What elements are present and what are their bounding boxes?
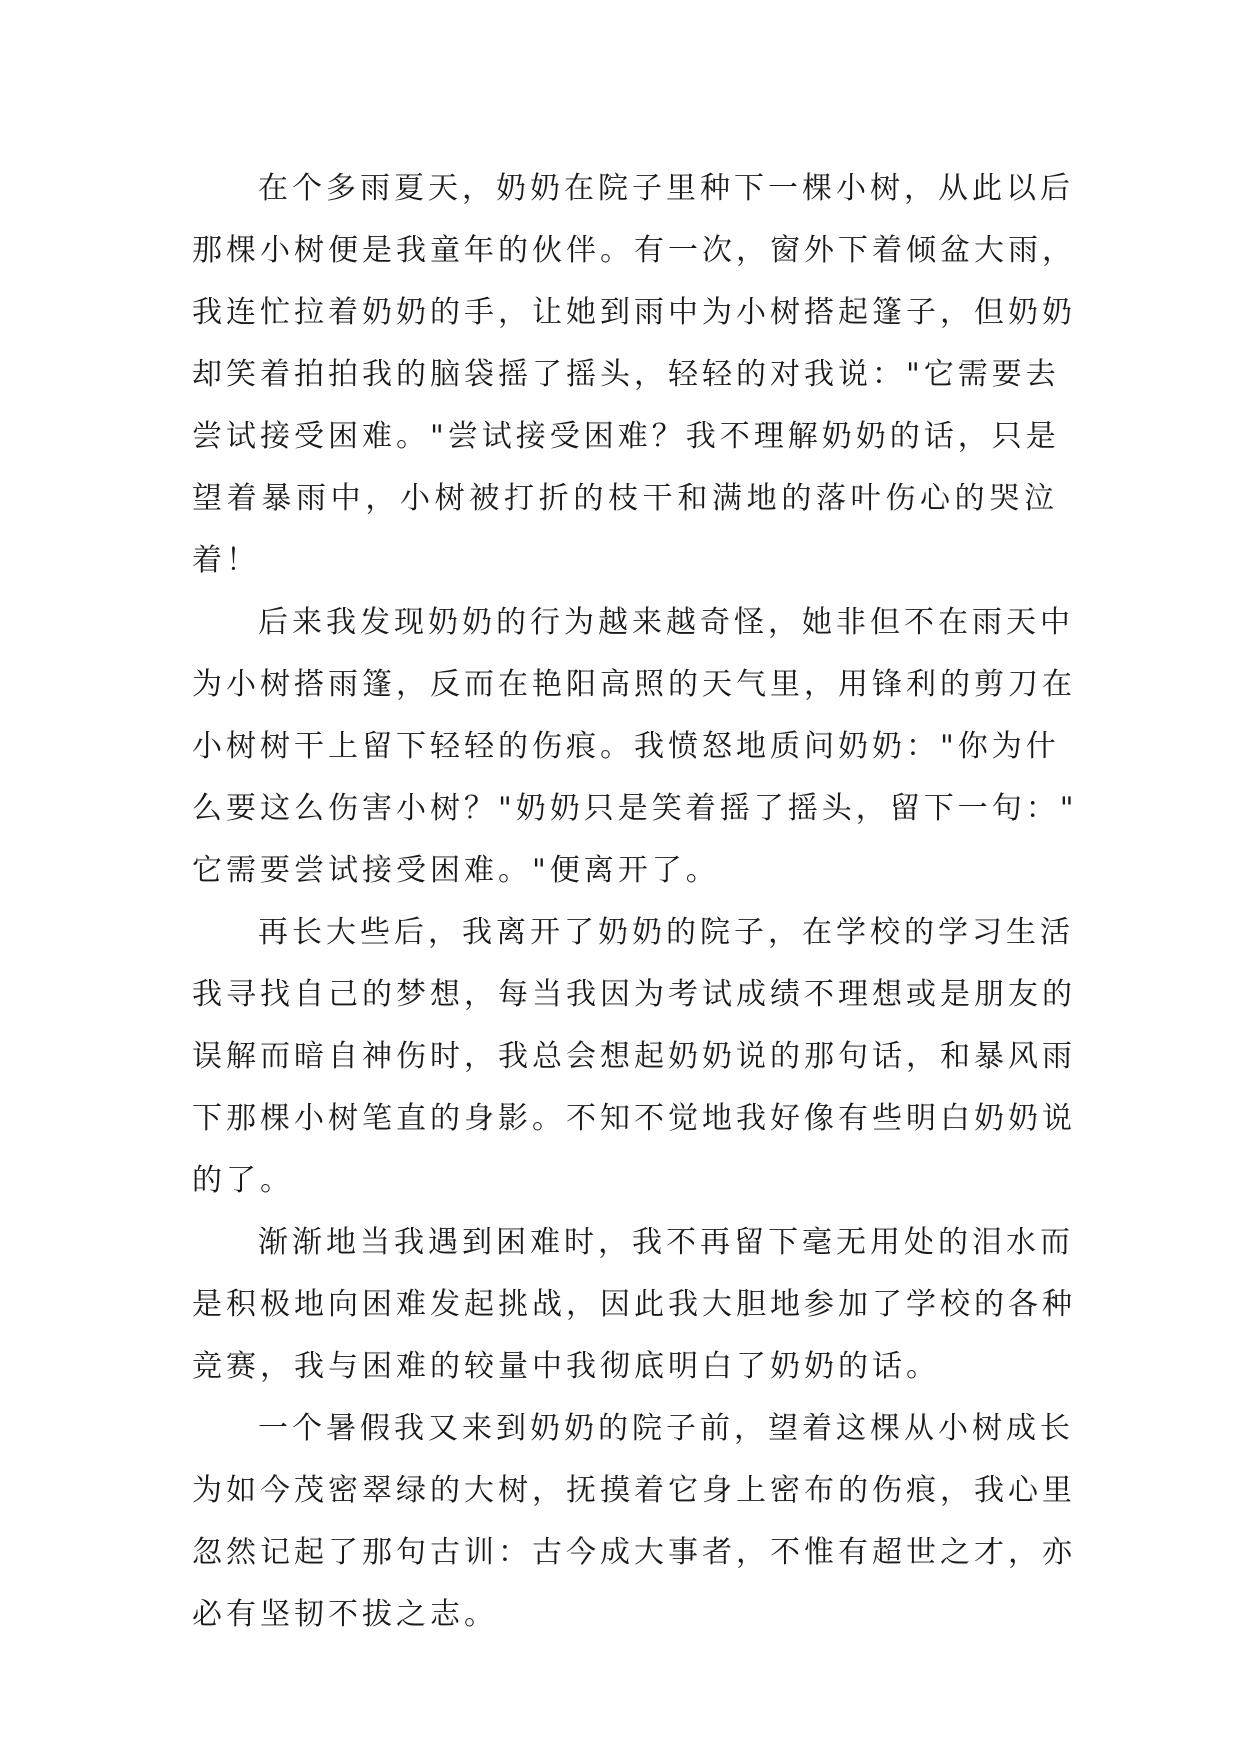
paragraph-line: 在个多雨夏天，奶奶在院子里种下一棵小树，从此以后 bbox=[258, 171, 1074, 206]
paragraph-line: 却笑着拍拍我的脑袋摇了摇头，轻轻的对我说："它需要去 bbox=[192, 357, 1060, 392]
paragraph-line: 后来我发现奶奶的行为越来越奇怪，她非但不在雨天中 bbox=[258, 605, 1074, 640]
paragraph-5 bbox=[192, 1398, 1076, 1646]
paragraph-line: 下那棵小树笔直的身影。不知不觉地我好像有些明白奶奶说 bbox=[192, 1101, 1076, 1136]
paragraph-line: 是积极地向困难发起挑战，因此我大胆地参加了学校的各种 bbox=[192, 1287, 1076, 1322]
paragraph-line: 误解而暗自神伤时，我总会想起奶奶说的那句话，和暴风雨 bbox=[192, 1039, 1076, 1074]
paragraph-line: 小树树干上留下轻轻的伤痕。我愤怒地质问奶奶："你为什 bbox=[192, 729, 1060, 764]
paragraph-line: 那棵小树便是我童年的伙伴。有一次，窗外下着倾盆大雨， bbox=[192, 233, 1076, 268]
paragraph-line: 尝试接受困难。"尝试接受困难？我不理解奶奶的话，只是 bbox=[192, 419, 1060, 454]
paragraph-line: 一个暑假我又来到奶奶的院子前，望着这棵从小树成长 bbox=[258, 1411, 1074, 1446]
paragraph-line: 的了。 bbox=[192, 1163, 294, 1198]
paragraph-line: 它需要尝试接受困难。"便离开了。 bbox=[192, 853, 720, 888]
essay-body bbox=[192, 158, 1078, 1646]
paragraph-2 bbox=[192, 592, 1078, 902]
paragraph-line: 为如今茂密翠绿的大树，抚摸着它身上密布的伤痕，我心里 bbox=[192, 1473, 1076, 1508]
paragraph-line: 我寻找自己的梦想，每当我因为考试成绩不理想或是朋友的 bbox=[192, 977, 1076, 1012]
paragraph-line: 必有坚韧不拔之志。 bbox=[192, 1597, 498, 1632]
paragraph-line: 再长大些后，我离开了奶奶的院子，在学校的学习生活 bbox=[258, 915, 1074, 950]
paragraph-line: 望着暴雨中，小树被打折的枝干和满地的落叶伤心的哭泣 bbox=[192, 481, 1058, 516]
paragraph-line: 为小树搭雨篷，反而在艳阳高照的天气里，用锋利的剪刀在 bbox=[192, 667, 1076, 702]
paragraph-line: 么要这么伤害小树？"奶奶只是笑着摇了摇头，留下一句：" bbox=[192, 791, 1078, 826]
paragraph-1 bbox=[192, 158, 1076, 592]
paragraph-line: 竞赛，我与困难的较量中我彻底明白了奶奶的话。 bbox=[192, 1349, 940, 1384]
paragraph-4 bbox=[192, 1212, 1076, 1398]
paragraph-line: 忽然记起了那句古训：古今成大事者，不惟有超世之才，亦 bbox=[192, 1535, 1076, 1570]
paragraph-line: 我连忙拉着奶奶的手，让她到雨中为小树搭起篷子，但奶奶 bbox=[192, 295, 1076, 330]
paragraph-line: 着！ bbox=[192, 543, 260, 578]
paragraph-line: 渐渐地当我遇到困难时，我不再留下毫无用处的泪水而 bbox=[258, 1225, 1074, 1260]
paragraph-3 bbox=[192, 902, 1076, 1212]
